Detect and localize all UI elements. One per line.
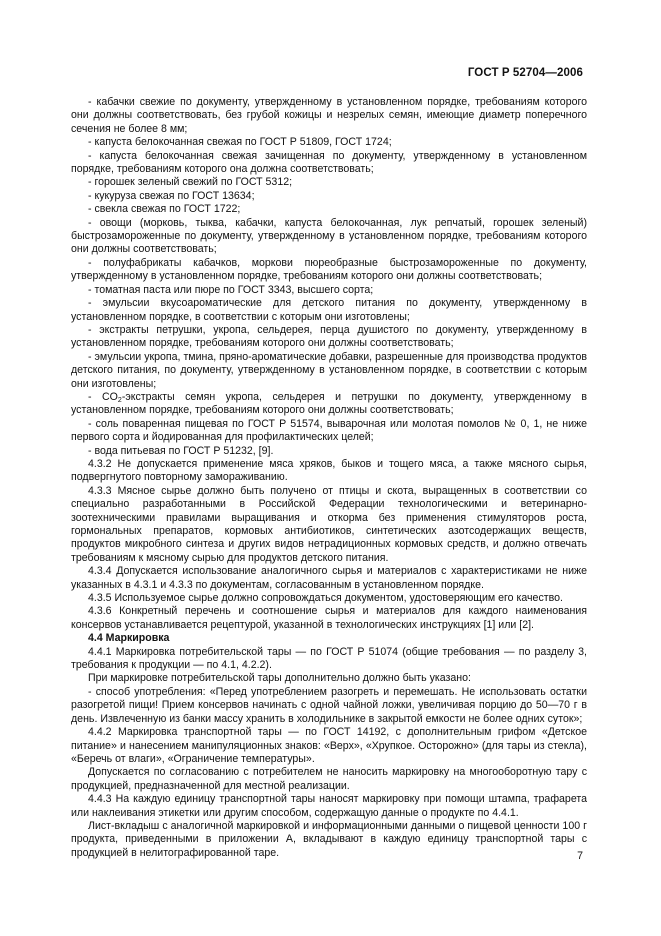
clause-4-3-6: 4.3.6 Конкретный перечень и соотношение сырья и материалов для каждого наименования консервов устанавливается рецептурой, указанной в технологических инструкциях [1] или [2]. bbox=[71, 605, 587, 631]
clause-4-3-3: 4.3.3 Мясное сырье должно быть получено от птицы и скота, выращенных в соответствии со специально разработанными в Российской Федерации технологическими и ветеринарно-зоотехническими правилами выращивания и откорма без применения стимуляторов роста, гормональных препаратов, кормовых антибиотиков, синтетических азотсодержащих веществ, продуктов микробного синтеза и других видов нетрадиционных кормовых средств, и должно отвечать требованиям к мясному сырью для продуктов детского питания. bbox=[71, 484, 587, 564]
paragraph: - свекла свежая по ГОСТ 1722; bbox=[88, 203, 241, 216]
paragraph: - кабачки свежие по документу, утвержденному в установленном порядке, требованиям которого они должны соответствовать, без грубой кожицы и незрелых семян, имеющие диаметр поперечного сечения не более 8 мм; bbox=[71, 96, 587, 135]
paragraph: Допускается по согласованию с потребителем не наносить маркировку на многооборотную тару с продукцией, предназначенной для местной реализации. bbox=[71, 766, 587, 792]
clause-4-4-1: 4.4.1 Маркировка потребительской тары — по ГОСТ Р 51074 (общие требования — по разделу 3, требования к продукции — по 4.1, 4.2.2). bbox=[71, 645, 587, 672]
paragraph: При маркировке потребительской тары дополнительно должно быть указано: bbox=[88, 672, 471, 685]
co2-prefix: - CO bbox=[88, 390, 118, 403]
document-id: ГОСТ Р 52704—2006 bbox=[467, 67, 583, 79]
clause-4-4-2: 4.4.2 Маркировка транспортной тары — по ГОСТ 14192, с дополнительным грифом «Детское питание» и нанесением манипуляционных знаков: «Верх», «Хрупкое. Осторожно» (для тары из стекла), «Беречь от влаги», «Ограничение температуры». bbox=[71, 726, 587, 765]
paragraph: - капуста белокочанная свежая по ГОСТ Р 51809, ГОСТ 1724; bbox=[88, 136, 392, 149]
clause-4-3-2: 4.3.2 Не допускается применение мяса хряков, быков и тощего мяса, а также мясного сырья, подвергнутого повторному замораживанию. bbox=[71, 457, 587, 484]
paragraph: Лист-вкладыш с аналогичной маркировкой и информационными данными о пищевой ценности 100 г продукта, приведенными в приложении А, вкладывают в каждую единицу транспортной тары с продукцией в нелитографированной таре. bbox=[71, 819, 587, 859]
page-number: 7 bbox=[577, 850, 583, 862]
paragraph: - соль поваренная пищевая по ГОСТ Р 51574, выварочная или молотая помолов № 0, 1, не ниже первого сорта и йодированная для профилактических целей; bbox=[71, 417, 587, 444]
paragraph: - горошек зеленый свежий по ГОСТ 5312; bbox=[88, 176, 293, 189]
co2-text: -экстракты семян укропа, сельдерея и петрушки по документу, утвержденному в установленном порядке, требованиям которого они должны соответствовать; bbox=[71, 390, 587, 417]
paragraph: - вода питьевая по ГОСТ Р 51232, [9]. bbox=[88, 444, 274, 457]
clause-4-3-4: 4.3.4 Допускается использование аналогичного сырья и материалов с характеристиками не ниже указанных в 4.3.1 и 4.3.3 по документам, согласованным в установленном порядке. bbox=[71, 565, 587, 591]
clause-4-3-5: 4.3.5 Используемое сырье должно сопровождаться документом, удостоверяющим его качество. bbox=[88, 592, 563, 605]
paragraph: - овощи (морковь, тыква, кабачки, капуста белокочанная, лук репчатый, горошек зеленый) быстрозамороженные по документу, утвержденному в установленном порядке, требованиям которого они должны соответствовать; bbox=[71, 216, 587, 256]
paragraph: - способ употребления: «Перед употреблением разогреть и перемешать. Не использовать остатки разогретой пищи! Прием консервов начинать с одной чайной ложки, увеличивая порцию до 50—70 г в день. Извлеченную из банки массу хранить в холодильнике в закрытой емкости не более одних суток»; bbox=[71, 685, 587, 725]
paragraph: - экстракты петрушки, укропа, сельдерея, перца душистого по документу, утвержденному в установленном порядке, требованиям которого они должны соответствовать; bbox=[71, 323, 587, 350]
paragraph: - полуфабрикаты кабачков, моркови пюреобразные быстрозамороженные по документу, утвержденному в установленном порядке, требованиям которого они должны соответствовать; bbox=[71, 256, 587, 283]
paragraph: - капуста белокочанная свежая зачищенная по документу, утвержденному в установленном порядке, требованиям которого она должна соответствовать; bbox=[71, 149, 587, 176]
clause-4-4-3: 4.4.3 На каждую единицу транспортной тары наносят маркировку при помощи штампа, трафарета или наклеивания этикетки или другим способом, содержащую данные о продукте по 4.4.1. bbox=[71, 793, 587, 819]
co2-subscript: 2 bbox=[117, 396, 122, 404]
co2-extracts-item bbox=[71, 391, 587, 418]
document-body bbox=[71, 96, 587, 860]
paragraph: - кукуруза свежая по ГОСТ 13634; bbox=[88, 189, 255, 202]
section-heading: 4.4 Маркировка bbox=[88, 632, 170, 645]
paragraph: - эмульсии укропа, тмина, пряно-ароматические добавки, разрешенные для производства продуктов детского питания, по документу, утвержденному в установленном порядке, в соответствии с которым они изготовлены; bbox=[71, 350, 587, 390]
paragraph: - эмульсии вкусоароматические для детского питания по документу, утвержденному в установленном порядке, в соответствии с которым они изготовлены; bbox=[71, 297, 587, 323]
paragraph: - томатная паста или пюре по ГОСТ 3343, высшего сорта; bbox=[88, 283, 374, 296]
